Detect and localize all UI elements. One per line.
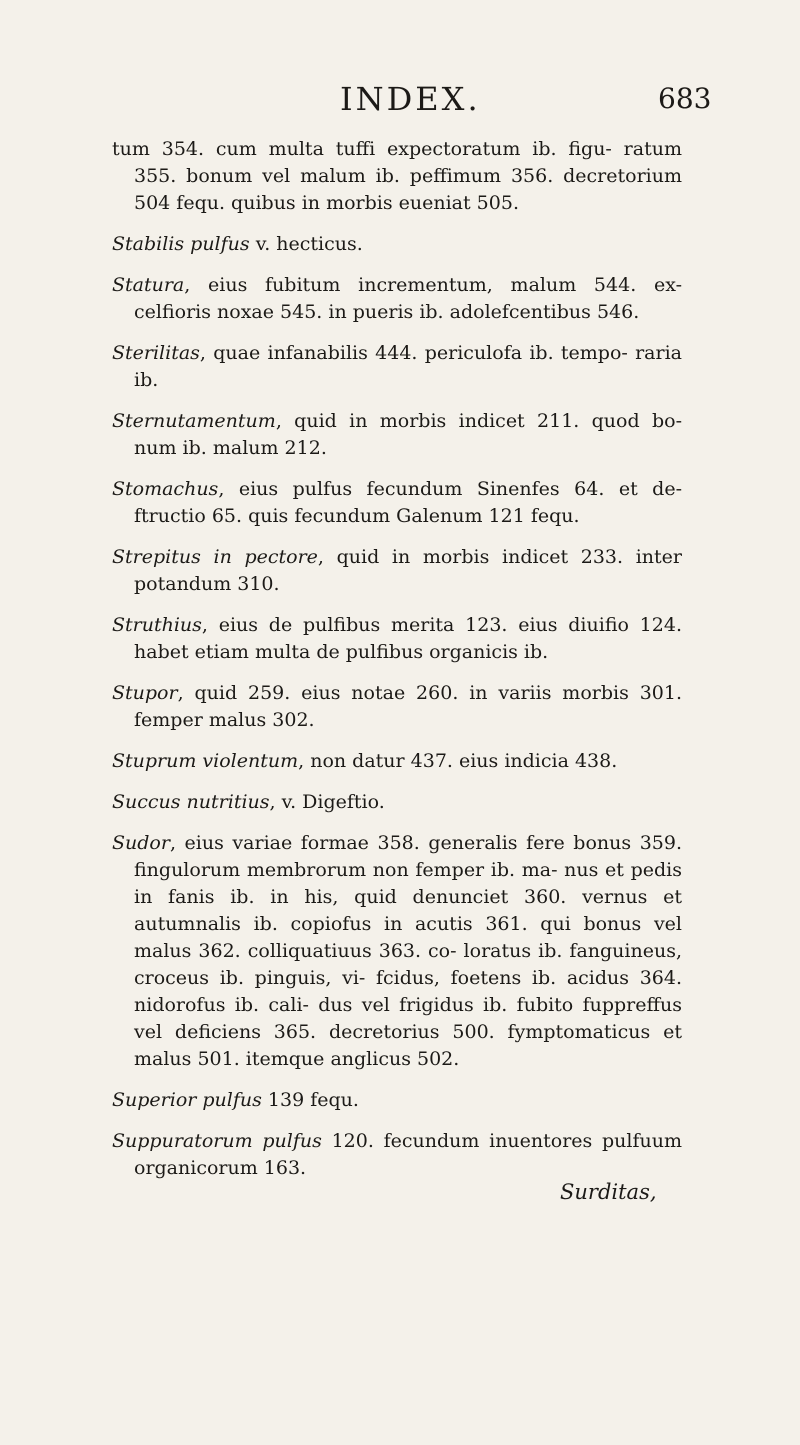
index-entry xyxy=(112,830,682,1073)
entry-text: , eius fubitum incrementum, malum 544. ex- celfioris noxae 545. in pueris ib. adolefcentibus 546. xyxy=(134,274,682,323)
entry-text: , eius variae formae 358. generalis fere bonus 359. fingulorum membrorum non femper ib. ma- nus et pedis in fanis ib. in his, quid denunciet 360. vernus et autumnalis ib. copiofus in acutis 361. qui bonus vel malus 362. colliquatiuus 363. co- loratus ib. fanguineus, croceus ib. pinguis, vi- fcidus, foetens ib. acidus 364. nidorofus ib. cali- dus vel frigidus ib. fubito fuppreffus vel deficiens 365. decretorius 500. fymptomaticus et malus 501. itemque anglicus 502. xyxy=(134,832,682,1070)
entry-term: Stupor xyxy=(112,682,178,704)
index-entry xyxy=(112,612,682,666)
index-entry xyxy=(112,789,682,816)
entry-text: , quae infanabilis 444. periculofa ib. tempo- raria ib. xyxy=(134,342,682,391)
entry-text: , quid in morbis indicet 211. quod bo- num ib. malum 212. xyxy=(134,410,682,459)
entry-text: , quid in morbis indicet 233. inter potandum 310. xyxy=(134,546,682,595)
index-entry xyxy=(112,272,682,326)
entry-term: Superior pulfus xyxy=(112,1089,262,1111)
index-entry xyxy=(112,340,682,394)
entry-term: Stuprum violentum xyxy=(112,750,299,772)
page-number: 683 xyxy=(658,82,712,115)
catchword: Surditas, xyxy=(560,1180,657,1204)
entry-term: Stomachus xyxy=(112,478,219,500)
entry-text: 139 fequ. xyxy=(261,1089,359,1111)
entry-text: , quid 259. eius notae 260. in variis morbis 301. femper malus 302. xyxy=(134,682,682,731)
entry-term: Struthius xyxy=(112,614,202,636)
index-entry xyxy=(112,136,682,217)
entry-text: 120. fecundum inuentores pulfuum organicorum 163. xyxy=(134,1130,683,1179)
index-entry xyxy=(112,476,682,530)
entry-term: Sternutamentum xyxy=(112,410,276,432)
index-entry xyxy=(112,748,682,775)
index-entry xyxy=(112,1087,682,1114)
entry-text: tum 354. cum multa tuffi expectoratum ib. figu- ratum 355. bonum vel malum ib. peffimum 356. decretorium 504 fequ. quibus in morbis eueniat 505. xyxy=(112,138,682,214)
entry-term: Statura xyxy=(112,274,185,296)
entry-text: , non datur 437. eius indicia 438. xyxy=(298,750,618,772)
entry-text: , eius de pulfibus merita 123. eius diuifio 124. habet etiam multa de pulfibus organicis ib. xyxy=(134,614,682,663)
header-title: INDEX. xyxy=(340,80,481,118)
index-entry xyxy=(112,231,682,258)
entry-term: Strepitus in pectore xyxy=(112,546,318,568)
index-entry xyxy=(112,544,682,598)
entry-term: Succus nutritius xyxy=(112,791,270,813)
entry-term: Sudor xyxy=(112,832,170,854)
index-content xyxy=(112,136,682,1196)
entry-text: v. hecticus. xyxy=(249,233,363,255)
page-header xyxy=(0,80,800,120)
entry-term: Suppuratorum pulfus xyxy=(112,1130,322,1152)
entry-text: , v. Digeftio. xyxy=(269,791,385,813)
index-entry xyxy=(112,408,682,462)
entry-term: Stabilis pulfus xyxy=(112,233,250,255)
entry-text: , eius pulfus fecundum Sinenfes 64. et de- ftructio 65. quis fecundum Galenum 121 fequ. xyxy=(134,478,682,527)
index-entry xyxy=(112,1128,682,1182)
index-entry xyxy=(112,680,682,734)
entry-term: Sterilitas xyxy=(112,342,200,364)
